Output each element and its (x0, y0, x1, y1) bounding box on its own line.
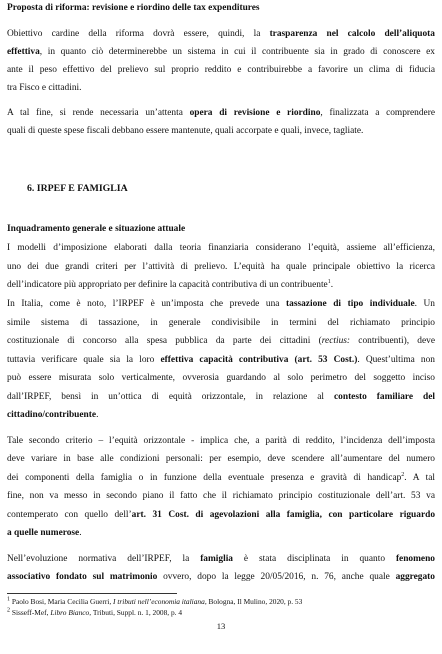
paragraph-line: tra Fisco e cittadini. (7, 83, 82, 93)
footnote-ref: 2 (401, 472, 405, 478)
paragraph-line: dell’indicatore più appropriato per definire la capacità contributiva di un contribuente$^1$. (7, 279, 334, 290)
paragraph-line: costituzionale di concorso alla spesa pubblica da parte dei cittadini (rectius: contribuenti), deve (7, 336, 435, 346)
paragraph-line: associativo fondato sul matrimonio ovvero, dopo la legge 20/05/2016, n. 76, anche quale aggregato (7, 572, 435, 582)
paragraph-line: Obiettivo cardine della riforma dovrà essere, quindi, la trasparenza nel calcolo dell’aliquota (7, 29, 435, 39)
paragraph-line: uno dei due grandi criteri per l’attività di prelievo. L’equità ha quale principale obiettivo la ricerca (7, 262, 435, 272)
paragraph-line: dei componenti della famiglia o in funzione della eventuale presenza e gravità di handicap$^2$. A tal (7, 472, 435, 483)
footnote-divider (7, 593, 177, 594)
paragraph-line: cittadino/contribuente. (7, 410, 99, 420)
paragraph-line: I modelli d’imposizione elaborati dalla teoria finanziaria considerano l’equità, assieme all’efficienza, (7, 243, 435, 253)
subsection-heading: Inquadramento generale e situazione attuale (7, 224, 186, 234)
footnote-ref: 1 (327, 279, 331, 285)
paragraph-line: simile sistema di tassazione, in generale condivisibile in termini del richiamato principio (7, 318, 435, 328)
paragraph-line: In Italia, come è noto, l’IRPEF è un’imposta che prevede una tassazione di tipo individuale. Un (7, 299, 435, 309)
paragraph-line: fine, non va messo in secondo piano il fatto che il richiamato principio costituzionale dell’art. 53 va (7, 491, 435, 501)
footnote: $^1$ Paolo Bosi, Maria Cecilia Guerri, I tributi nell’economia italiana, Bologna, Il Mulino, 2020, p. 53 (7, 596, 303, 606)
paragraph-line: può essere misurata solo verticalmente, ovverosia guardando al solo perimetro del soggetto inciso (7, 373, 435, 383)
footnote: $^2$ Sisseff-Mef, Libro Bianco, Tributi, Suppl. n. 1, 2008, p. 4 (7, 607, 183, 617)
paragraph-line: quali di queste spese fiscali debbano essere mantenute, quali accorpate e quali, invece, tagliate. (7, 126, 364, 136)
paragraph-line: ante il peso effettivo del prelievo sul proprio reddito e contribuirebbe a favorire un clima di fiducia (7, 65, 435, 75)
section-title: Proposta di riforma: revisione e riordino delle tax expenditures (7, 3, 260, 13)
paragraph-line: Nell’evoluzione normativa dell’IRPEF, la famiglia è stata disciplinata in quanto fenomeno (7, 554, 435, 564)
paragraph-line: A tal fine, si rende necessaria un’attenta opera di revisione e riordino, finalizzata a comprendere (7, 108, 435, 118)
page-number: 13 (216, 621, 226, 631)
paragraph-line: contemperato con quello dell’art. 31 Cost. di agevolazioni alla famiglia, con particolare riguardo (7, 510, 435, 520)
paragraph-line: effettiva, in quanto ciò determinerebbe un sistema in cui il contribuente sia in grado di conoscere ex (7, 47, 435, 57)
paragraph-line: Tale secondo criterio – l’equità orizzontale - implica che, a parità di reddito, l’incidenza dell’imposta (7, 436, 435, 446)
paragraph-line: a quelle numerose. (7, 528, 82, 538)
paragraph-line: tuttavia verificare quale sia la loro effettiva capacità contributiva (art. 53 Cost.). Quest’ultima non (7, 355, 435, 365)
paragraph-line: deve variare in base alle condizioni personali: per esempio, deve scendere all’aumentare del numero (7, 454, 435, 464)
section-heading: 6. IRPEF E FAMIGLIA (27, 183, 128, 194)
paragraph-line: dall’IRPEF, bensì in un’ottica di equità orizzontale, in relazione al contesto familiare del (7, 392, 435, 402)
